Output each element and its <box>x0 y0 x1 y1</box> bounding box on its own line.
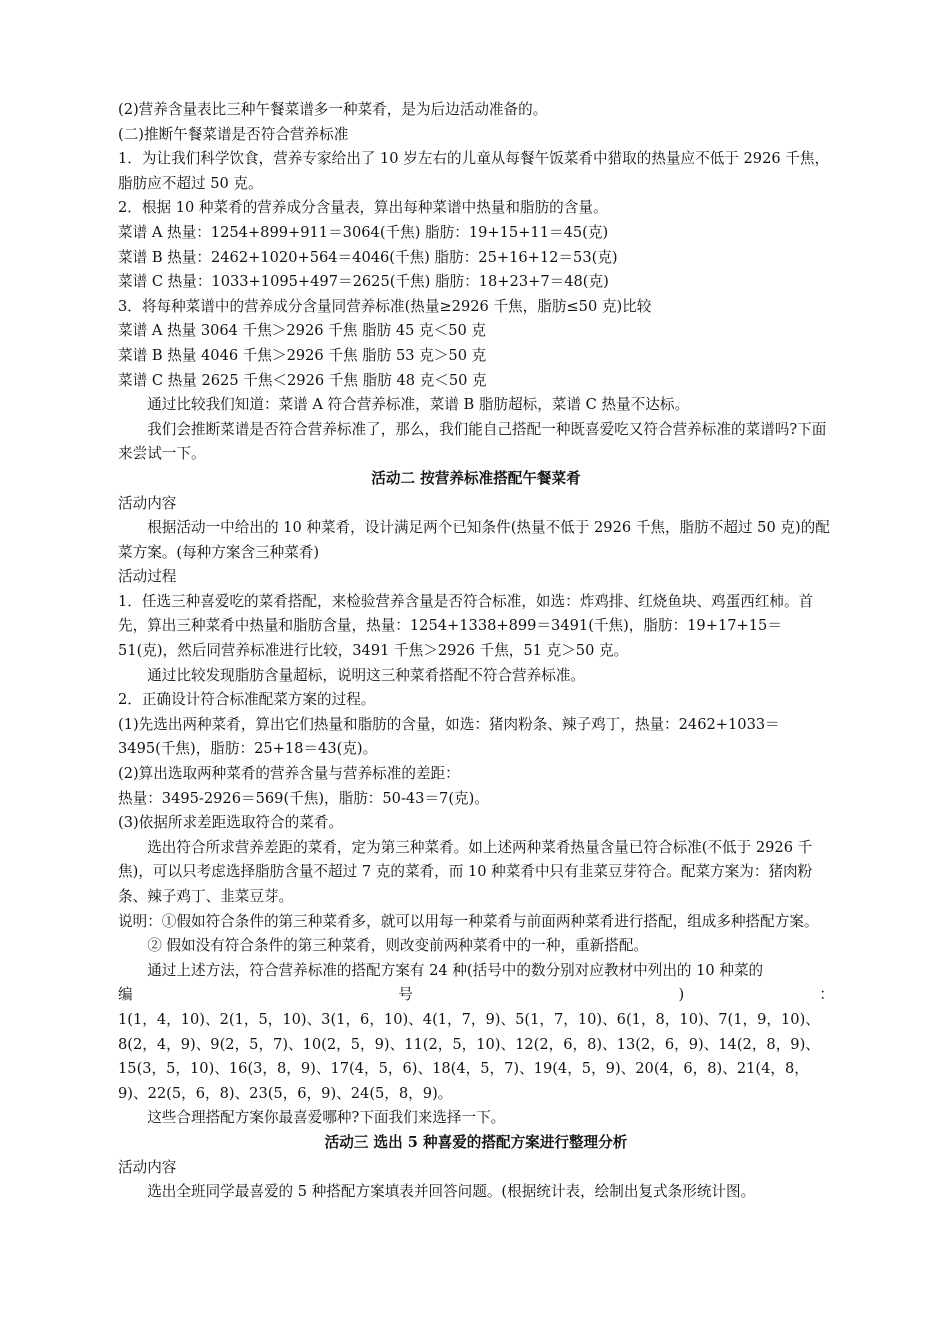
paragraph: (二)推断午餐菜谱是否符合营养标准 <box>118 125 349 143</box>
section-heading: 活动三 选出 5 种喜爱的搭配方案进行整理分析 <box>324 1133 628 1151</box>
paragraph: 菜谱 C 热量：1033+1095+497＝2625(千焦) 脂肪：18+23+7＝48(克) <box>118 273 609 291</box>
paragraph: 3．将每种菜谱中的营养成分含量同营养标准(热量≥2926 千焦，脂肪≤50 克)比较 <box>118 297 652 315</box>
paragraph: 活动内容 <box>118 494 177 512</box>
paragraph: (1)先选出两种菜肴，算出它们热量和脂肪的含量，如选：猪肉粉条、辣子鸡丁，热量：2462+1033＝3495(千焦)，脂肪：25+18＝43(克)。 <box>118 715 780 758</box>
paragraph: 菜谱 A 热量 3064 千焦＞2926 千焦 脂肪 45 克＜50 克 <box>118 322 487 340</box>
paragraph: 活动过程 <box>118 568 177 586</box>
paragraph: (3)依据所求差距选取符合的菜肴。 <box>118 814 343 832</box>
paragraph: 热量：3495-2926＝569(千焦)，脂肪：50-43＝7(克)。 <box>118 789 489 807</box>
paragraph: 2．正确设计符合标准配菜方案的过程。 <box>118 691 376 709</box>
paragraph: ② 假如没有符合条件的第三种菜肴，则改变前两种菜肴中的一种，重新搭配。 <box>147 937 649 955</box>
paragraph: 通过比较发现脂肪含量超标，说明这三种菜肴搭配不符合营养标准。 <box>147 666 586 684</box>
document-page <box>118 98 834 1205</box>
paragraph: 菜谱 B 热量：2462+1020+564＝4046(千焦) 脂肪：25+16+12＝53(克) <box>118 248 618 266</box>
paragraph: 选出全班同学最喜爱的 5 种搭配方案填表并回答问题。(根据统计表，绘制出复式条形统计图。 <box>147 1183 756 1201</box>
paragraph: 菜谱 B 热量 4046 千焦＞2926 千焦 脂肪 53 克＞50 克 <box>118 346 487 364</box>
paragraph: 编 号 ) ： <box>118 986 834 1004</box>
paragraph: 1．任选三种喜爱吃的菜肴搭配，来检验营养含量是否符合标准，如选：炸鸡排、红烧鱼块、鸡蛋西红柿。首先，算出三种菜肴中热量和脂肪含量，热量：1254+1338+899＝3491(千焦)，脂肪：19+17+15＝51(克)，然后同营养标准进行比较，3491 千焦＞2926 千焦，51 克＞50 克。 <box>118 592 814 660</box>
paragraph: (2)算出选取两种菜肴的营养含量与营养标准的差距： <box>118 765 460 783</box>
section-heading: 活动二 按营养标准搭配午餐菜肴 <box>371 469 581 487</box>
paragraph: 这些合理搭配方案你最喜爱哪种?下面我们来选择一下。 <box>147 1109 506 1127</box>
paragraph: 活动内容 <box>118 1158 177 1176</box>
paragraph: 根据活动一中给出的 10 种菜肴，设计满足两个已知条件(热量不低于 2926 千焦，脂肪不超过 50 克)的配菜方案。(每种方案含三种菜肴) <box>118 519 830 561</box>
paragraph: 菜谱 C 热量 2625 千焦＜2926 千焦 脂肪 48 克＜50 克 <box>118 371 487 389</box>
paragraph: 菜谱 A 热量：1254+899+911＝3064(千焦) 脂肪：19+15+11＝45(克) <box>118 223 609 241</box>
paragraph: 1．为让我们科学饮食，营养专家给出了 10 岁左右的儿童从每餐午饭菜肴中猎取的热量应不低于 2926 千焦，脂肪应不超过 50 克。 <box>118 150 830 192</box>
paragraph: 选出符合所求营养差距的菜肴，定为第三种菜肴。如上述两种菜肴热量含量已符合标准(不低于 2926 千焦)，可以只考虑选择脂肪含量不超过 7 克的菜肴，而 10 种菜肴中只有韭菜豆芽符合。配菜方案为：猪肉粉条、辣子鸡丁、韭菜豆芽。 <box>118 838 813 905</box>
paragraph: 说明：①假如符合条件的第三种菜肴多，就可以用每一种菜肴与前面两种菜肴进行搭配，组成多种搭配方案。 <box>118 912 819 930</box>
paragraph: 1(1，4，10)、2(1，5，10)、3(1，6，10)、4(1，7，9)、5(1，7，10)、6(1，8，10)、7(1，9，10)、8(2，4，9)、9(2，5，7)、10(2，5，9)、11(2，5，10)、12(2，6，8)、13(2，6，9)、14(2，8，9)、15(3，5，10)、16(3，8，9)、17(4，5，6)、18(4，5，7)、19(4，5，9)、20(4，6，8)、21(4，8，9)、22(5，6，8)、23(5，6，9)、24(5，8，9)。 <box>118 1010 820 1102</box>
paragraph: 2．根据 10 种菜肴的营养成分含量表，算出每种菜谱中热量和脂肪的含量。 <box>118 199 608 217</box>
paragraph: 我们会推断菜谱是否符合营养标准了，那么，我们能自己搭配一种既喜爱吃又符合营养标准的菜谱吗?下面来尝试一下。 <box>118 420 827 463</box>
paragraph: 通过比较我们知道：菜谱 A 符合营养标准，菜谱 B 脂肪超标，菜谱 C 热量不达标。 <box>147 396 690 414</box>
paragraph: 通过上述方法，符合营养标准的搭配方案有 24 种(括号中的数分别对应教材中列出的 10 种菜的 <box>147 961 764 979</box>
paragraph: (2)营养含量表比三种午餐菜谱多一种菜肴，是为后边活动准备的。 <box>118 101 548 118</box>
